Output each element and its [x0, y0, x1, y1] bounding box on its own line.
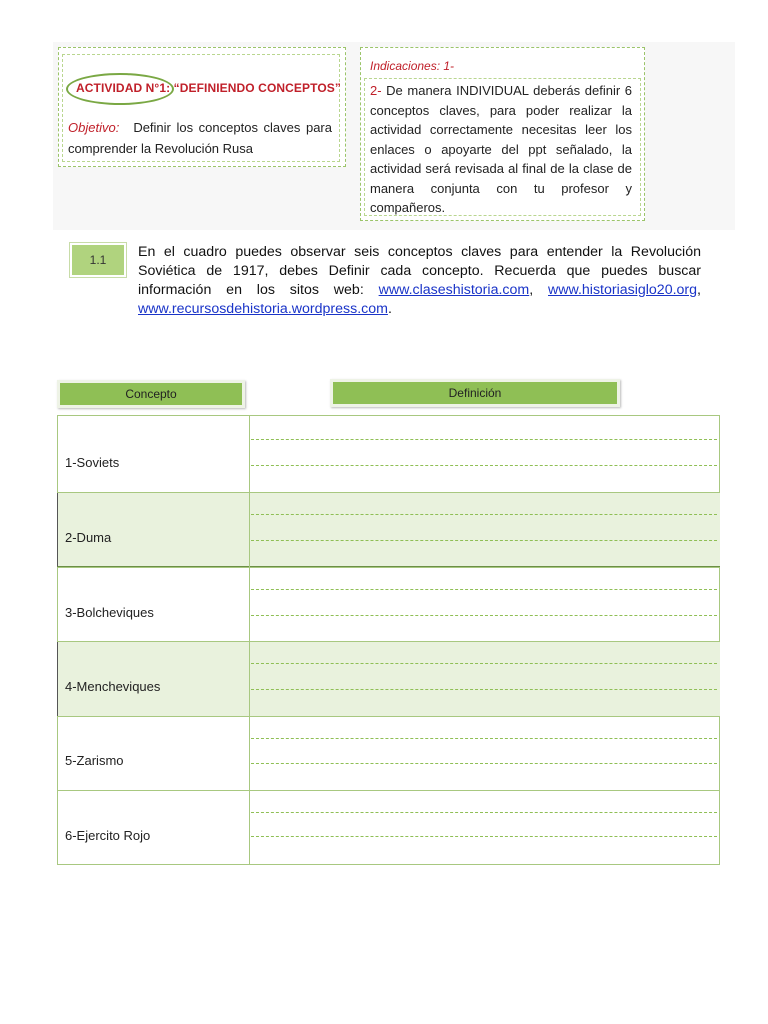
- definition-line[interactable]: [251, 738, 717, 739]
- column-divider: [249, 415, 250, 865]
- definition-line[interactable]: [251, 763, 717, 764]
- row-divider: [57, 790, 720, 791]
- indications-body: De manera INDIVIDUAL deberás definir 6 conceptos claves, para poder realizar la actividad correctamente necesitas leer los enlaces o apoyarte del ppt señalado, la actividad será revisada al final de la clase de manera conjunta con tu profesor y compañeros.: [370, 83, 632, 215]
- definition-line[interactable]: [251, 689, 717, 690]
- table-row-label: 4-Mencheviques: [65, 679, 161, 694]
- objective: [68, 117, 332, 159]
- definition-line[interactable]: [251, 514, 717, 515]
- header-definition: Definición: [330, 379, 620, 407]
- objective-text: Definir los conceptos claves para comprender la Revolución Rusa: [68, 120, 332, 156]
- intro-sep2: ,: [697, 282, 701, 298]
- indications-number: 2-: [370, 83, 382, 98]
- table-row-label: 2-Duma: [65, 530, 112, 545]
- definition-line[interactable]: [251, 465, 717, 466]
- definition-line[interactable]: [251, 836, 717, 837]
- definition-line[interactable]: [251, 439, 717, 440]
- table-row-label: 5-Zarismo: [65, 753, 124, 768]
- row-divider: [57, 641, 720, 642]
- definition-line[interactable]: [251, 615, 717, 616]
- concept-table: [57, 415, 720, 865]
- definition-line[interactable]: [251, 663, 717, 664]
- header-concept: Concepto: [57, 380, 245, 408]
- indications-title: Indicaciones: 1-: [370, 59, 455, 73]
- row-divider: [57, 567, 720, 568]
- link-historiasiglo20[interactable]: www.historiasiglo20.org: [548, 282, 698, 298]
- row-divider: [57, 492, 720, 493]
- definition-line[interactable]: [251, 812, 717, 813]
- table-row-label: 3-Bolcheviques: [65, 605, 154, 620]
- definition-line[interactable]: [251, 589, 717, 590]
- row-divider: [57, 716, 720, 717]
- table-row-bg-duma: [57, 492, 720, 567]
- link-claseshistoria[interactable]: www.claseshistoria.com: [378, 282, 530, 298]
- section-badge: 1.1: [70, 243, 126, 277]
- link-recursosdehistoria[interactable]: www.recursosdehistoria.wordpress.com: [138, 301, 388, 317]
- section-intro: [138, 243, 701, 319]
- objective-label: Objetivo:: [68, 120, 120, 135]
- intro-end: .: [387, 301, 392, 317]
- indications-text: [370, 81, 632, 218]
- intro-sep1: ,: [529, 282, 548, 298]
- table-row-label: 1-Soviets: [65, 455, 120, 470]
- definition-line[interactable]: [251, 540, 717, 541]
- intro-text: En el cuadro puedes observar seis conceptos claves para entender la Revolución Soviética de 1917, debes Definir cada concepto. Recuerda que puedes buscar información en los sitos web:: [138, 244, 701, 298]
- activity-title: ACTIVIDAD N°1: “DEFINIENDO CONCEPTOS”: [76, 81, 341, 95]
- table-row-label: 6-Ejercito Rojo: [65, 828, 151, 843]
